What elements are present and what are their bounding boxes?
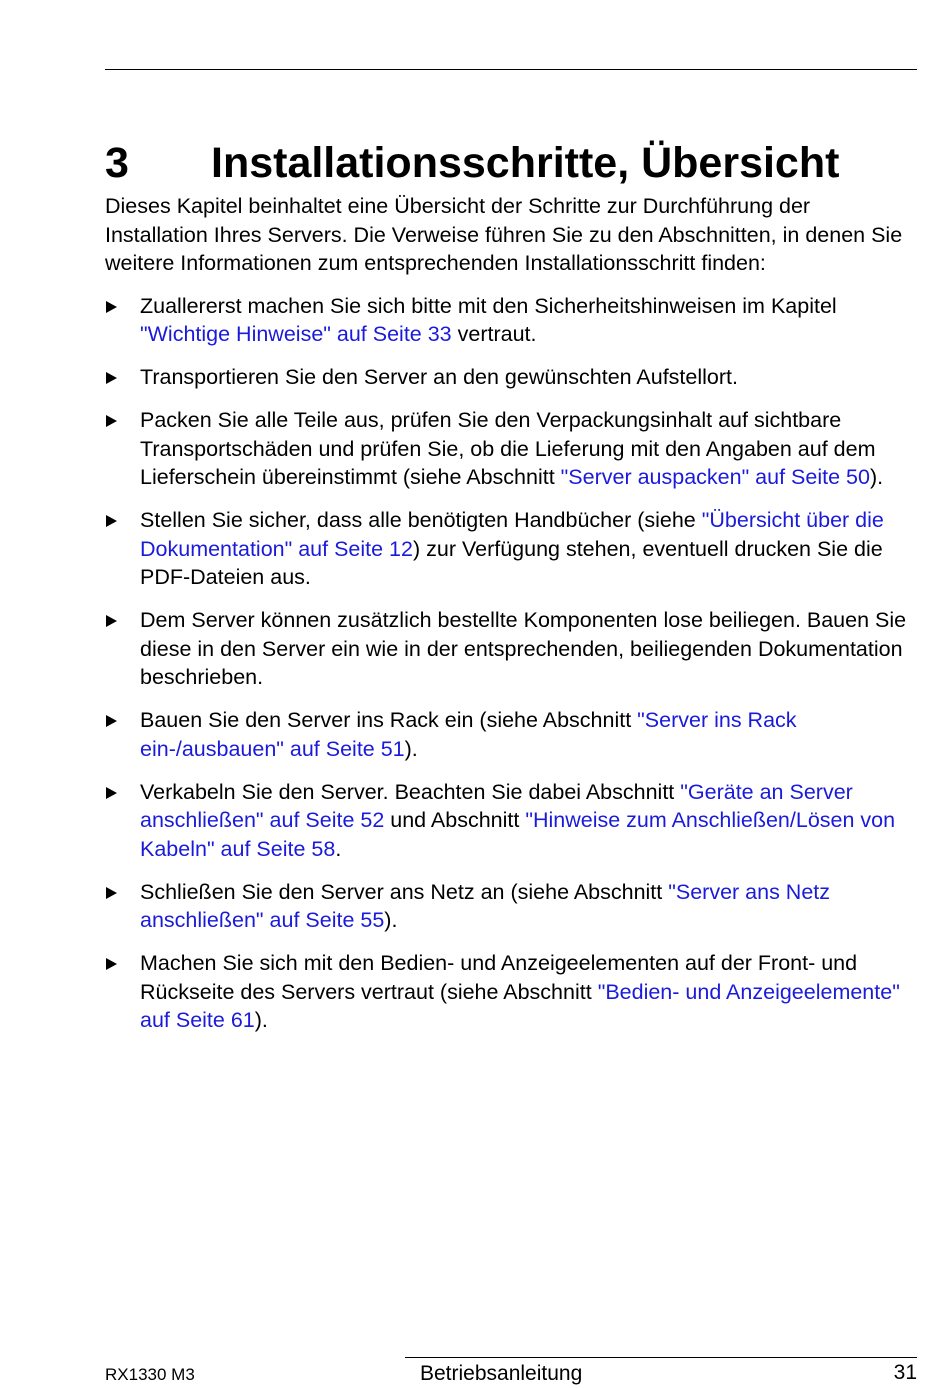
step-text: Verkabeln Sie den Server. Beachten Sie dabei Abschnitt: [140, 779, 681, 804]
triangle-bullet-icon: [106, 515, 117, 527]
chapter-body: [105, 192, 917, 1049]
chapter-heading: [105, 137, 917, 189]
step-item: [105, 406, 917, 492]
triangle-bullet-icon: [106, 615, 117, 627]
step-item: [105, 606, 917, 692]
xref-link-netz[interactable]: "Server ans Netz anschließen" auf Seite 55: [140, 879, 831, 932]
step-item: [105, 363, 917, 392]
triangle-bullet-icon: [106, 787, 117, 799]
xref-link-server-auspacken[interactable]: "Server auspacken" auf Seite 50: [560, 465, 870, 489]
step-text: Zuallererst machen Sie sich bitte mit den Sicherheitshinweisen im Kapitel: [140, 293, 837, 318]
footer-rule: [405, 1357, 917, 1358]
step-item: [105, 778, 917, 864]
footer-product-name: RX1330 M3: [105, 1365, 195, 1384]
header-rule: [105, 69, 917, 70]
triangle-bullet-icon: [106, 301, 117, 313]
triangle-bullet-icon: [106, 372, 117, 384]
footer-document-title: Betriebsanleitung: [420, 1362, 583, 1385]
step-text: und Abschnitt: [384, 808, 526, 832]
triangle-bullet-icon: [106, 887, 117, 899]
xref-link-rack[interactable]: "Server ins Rack ein-/ausbauen" auf Seite 51: [140, 708, 797, 761]
xref-link-bedienelemente[interactable]: "Bedien- und Anzeigeelemente" auf Seite 61: [140, 979, 900, 1032]
step-text: vertraut.: [451, 322, 537, 346]
xref-link-wichtige-hinweise[interactable]: "Wichtige Hinweise" auf Seite 33: [140, 322, 452, 346]
step-text: Stellen Sie sicher, dass alle benötigten Handbücher (siehe: [140, 508, 702, 532]
step-text: ).: [404, 736, 418, 761]
step-item: [105, 506, 917, 592]
step-item: [105, 706, 917, 763]
step-text: Machen Sie sich mit den Bedien- und Anzeigeelementen auf der Front- und Rückseite des Servers vertraut (siehe Abschnitt: [140, 951, 858, 1004]
xref-link-kabel-hinweise[interactable]: "Hinweise zum Anschließen/Lösen von Kabeln" auf Seite 58: [140, 808, 896, 861]
step-text: Bauen Sie den Server ins Rack ein (siehe Abschnitt: [140, 708, 638, 732]
intro-paragraph: Dieses Kapitel beinhaltet eine Übersicht der Schritte zur Durchführung der Installation Ihres Servers. Die Verweise führen Sie zu den Abschnitten, in denen Sie weitere Informationen zum entsprechenden Installationsschritt finden:: [105, 194, 903, 275]
triangle-bullet-icon: [106, 415, 117, 427]
page-number: 31: [893, 1361, 917, 1384]
step-text: Dem Server können zusätzlich bestellte Komponenten lose beiliegen. Bauen Sie diese in den Server ein wie in der entsprechenden, beiliegenden Dokumentation beschrieben.: [140, 608, 907, 689]
step-text: ).: [869, 465, 884, 489]
step-text: ) zur Verfügung stehen, eventuell drucken Sie die PDF-Dateien aus.: [140, 536, 883, 589]
step-text: ).: [384, 908, 398, 932]
step-text: ).: [254, 1008, 268, 1032]
step-text: Transportieren Sie den Server an den gewünschten Aufstellort.: [140, 365, 738, 389]
step-item: [105, 878, 917, 935]
chapter-title: Installationsschritte, Übersicht: [211, 138, 840, 187]
step-text: Packen Sie alle Teile aus, prüfen Sie den Verpackungsinhalt auf sichtbare Transportschäden und prüfen Sie, ob die Lieferung mit den Angaben auf dem Lieferschein übereinstimmt (siehe Abschnitt: [140, 408, 876, 489]
installation-steps-list: [105, 292, 917, 1035]
step-item: [105, 292, 917, 349]
step-text: Schließen Sie den Server ans Netz an (siehe Abschnitt: [140, 879, 669, 904]
chapter-number: 3: [105, 138, 129, 187]
triangle-bullet-icon: [106, 958, 117, 970]
triangle-bullet-icon: [106, 715, 117, 727]
xref-link-geraete-anschliessen[interactable]: "Geräte an Server anschließen" auf Seite 52: [140, 779, 853, 832]
step-item: [105, 949, 917, 1035]
xref-link-dokumentation[interactable]: "Übersicht über die Dokumentation" auf Seite 12: [140, 508, 884, 561]
step-text: .: [335, 836, 342, 861]
